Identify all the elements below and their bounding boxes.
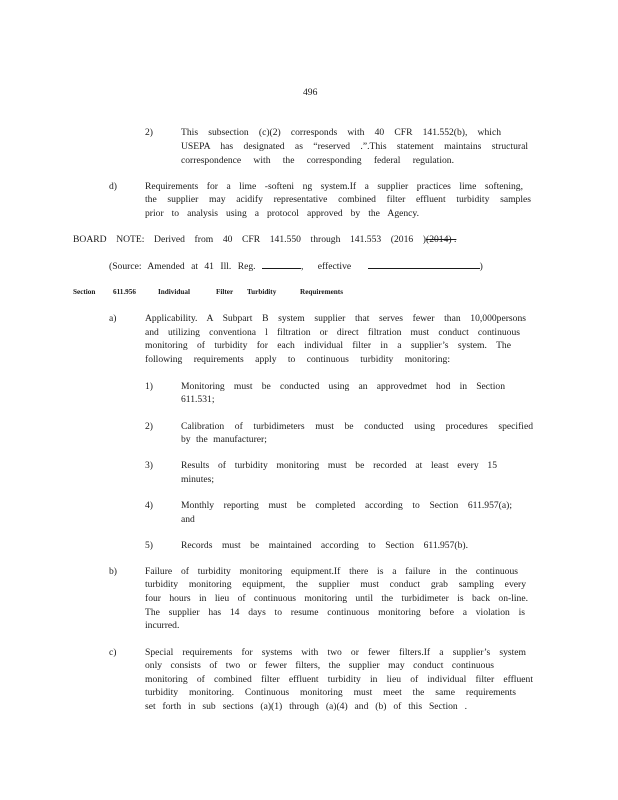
section-title-word-3: Turbidity: [247, 288, 277, 296]
subitem-1-label: 1): [145, 381, 153, 392]
source-part-2: , effective: [300, 261, 352, 272]
item-a-line-4: following requirements apply to continuous turbidity monitoring:: [145, 354, 450, 365]
board-note-text: BOARD NOTE: Derived from 40 CFR 141.550 through 141.553 (2016 ): [73, 234, 426, 245]
item-a-line-3: monitoring of turbidity for each individual filter in a supplier’s system. The: [145, 340, 511, 351]
item-2-line-1: This subsection (c)(2) corresponds with 40 CFR 141.552(b), which: [181, 127, 501, 138]
section-title-word-4: Requirements: [300, 288, 343, 296]
item-d-line-2: the supplier may acidify representative combined filter effluent turbidity samples: [145, 194, 531, 205]
item-2-line-3: correspondence with the corresponding federal regulation.: [181, 155, 454, 166]
subitem-4-label: 4): [145, 500, 153, 511]
section-label: Section: [73, 288, 96, 296]
subitem-4-line-1: Monthly reporting must be completed according to Section 611.957(a);: [181, 500, 512, 511]
source-part-3: ): [479, 261, 483, 272]
subitem-3-line-2: minutes;: [181, 474, 215, 485]
source-part-1: (Source: Amended at 41 Ill. Reg.: [109, 261, 256, 272]
board-note: [73, 233, 456, 247]
subitem-5-label: 5): [145, 540, 153, 551]
item-2-label: 2): [145, 127, 153, 138]
item-c-label: c): [109, 647, 117, 658]
item-a-label: a): [109, 313, 117, 324]
board-note-struck: (2014) .: [426, 234, 457, 245]
item-c-line-3: monitoring of combined filter effluent turbidity in lieu of individual filter effluent: [145, 674, 533, 685]
item-b-line-4: The supplier has 14 days to resume continuous monitoring before a violation is: [145, 607, 525, 618]
subitem-4-line-2: and: [181, 514, 195, 525]
effective-date-blank: [368, 259, 480, 269]
item-d-line-3: prior to analysis using a protocol approved by the Agency.: [145, 208, 419, 219]
subitem-2-label: 2): [145, 421, 153, 432]
subitem-1-line-2: 611.531;: [181, 394, 215, 405]
item-d-line-1: Requirements for a lime -softeni ng system.If a supplier practices lime softening,: [145, 181, 523, 192]
item-b-line-5: incurred.: [145, 620, 180, 631]
item-c-line-4: turbidity monitoring. Continuous monitoring must meet the same requirements: [145, 687, 516, 698]
item-c-line-2: only consists of two or fewer filters, the supplier may conduct continuous: [145, 660, 494, 671]
item-b-label: b): [109, 566, 117, 577]
item-b-line-2: turbidity monitoring equipment, the supplier must conduct grab sampling every: [145, 579, 526, 590]
item-c-line-1: Special requirements for systems with two or fewer filters.If a supplier’s system: [145, 647, 526, 658]
section-title-word-1: Individual: [158, 288, 190, 296]
item-b-line-3: four hours in lieu of continuous monitoring until the turbidimeter is back on-line.: [145, 593, 528, 604]
subitem-3-label: 3): [145, 460, 153, 471]
item-d-label: d): [109, 181, 117, 192]
section-number: 611.956: [113, 288, 136, 296]
subitem-2-line-2: by the manufacturer;: [181, 434, 267, 445]
subitem-2-line-1: Calibration of turbidimeters must be conducted using procedures specified: [181, 421, 533, 432]
subitem-1-line-1: Monitoring must be conducted using an approvedmet hod in Section: [181, 381, 505, 392]
page-number: 496: [303, 87, 318, 98]
item-b-line-1: Failure of turbidity monitoring equipment.If there is a failure in the continuous: [145, 566, 518, 577]
item-a-line-1: Applicability. A Subpart B system supplier that serves fewer than 10,000persons: [145, 313, 526, 324]
subitem-3-line-1: Results of turbidity monitoring must be recorded at least every 15: [181, 460, 497, 471]
item-c-line-5: set forth in sub sections (a)(1) through (a)(4) and (b) of this Section .: [145, 701, 467, 712]
item-2-line-2: USEPA has designated as “reserved .”.This statement maintains structural: [181, 141, 528, 152]
subitem-5-line-1: Records must be maintained according to Section 611.957(b).: [181, 540, 468, 551]
volume-blank: [262, 259, 301, 269]
section-title-word-2: Filter: [216, 288, 234, 296]
source-line: [109, 259, 483, 274]
item-a-line-2: and utilizing conventiona l filtration or direct filtration must conduct continuous: [145, 327, 520, 338]
